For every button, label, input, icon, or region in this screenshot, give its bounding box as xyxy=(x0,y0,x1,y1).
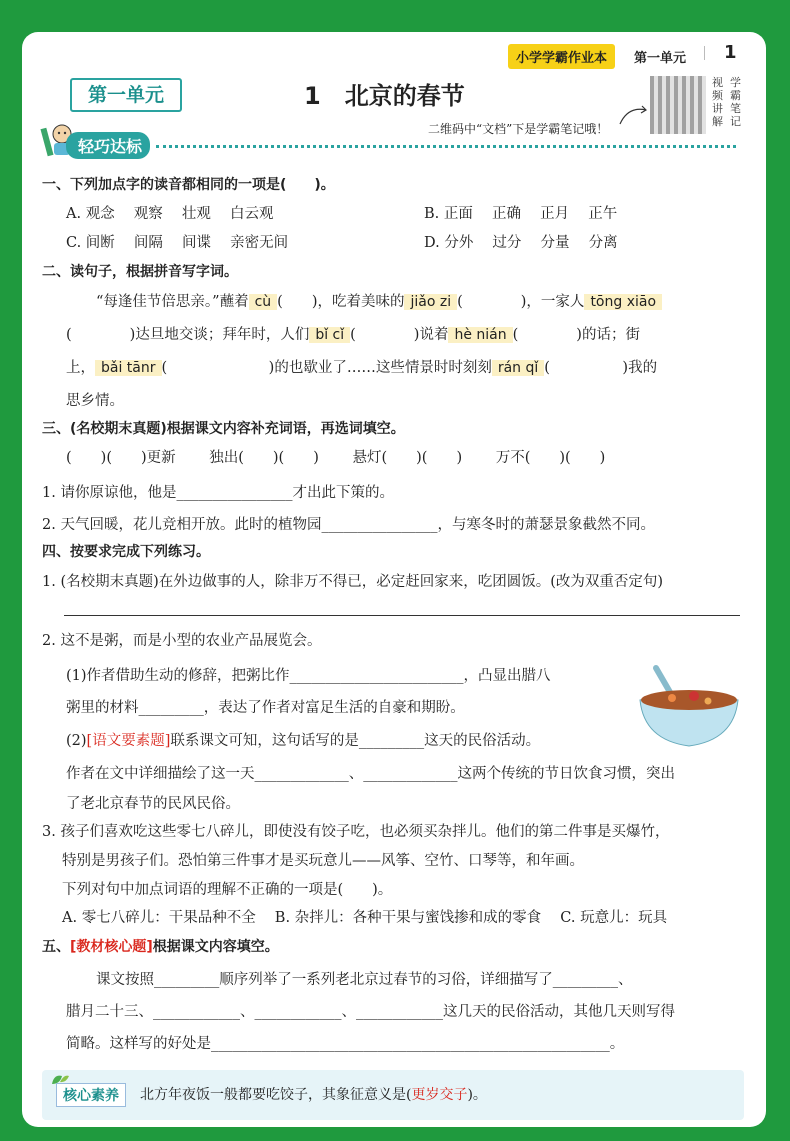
pinyin-tongxiao: tōng xiāo xyxy=(584,294,662,310)
q4-title: 四、按要求完成下列练习。 xyxy=(42,544,210,560)
pinyin-jiaozi: jiǎo zi xyxy=(404,294,457,310)
qr-side-notes: 学 霸 笔 记 xyxy=(730,76,741,128)
core-tag-red: [教材核心题] xyxy=(70,939,153,955)
q4-item-2-2[interactable]: (2)[语文要素题]联系课文可知，这句话写的是_________这天的民俗活动。 xyxy=(66,733,541,749)
q1-option-c[interactable]: C. 间断 间隔 间谍 亲密无间 xyxy=(66,235,289,251)
q4-item-3a: 3. 孩子们喜欢吃这些零七八碎儿，即使没有饺子吃，也必须买杂拌儿。他们的第二件事是买爆竹， xyxy=(42,824,670,840)
header-divider xyxy=(704,46,705,60)
dotted-divider xyxy=(156,145,736,148)
qr-note: 二维码中“文档”下是学霸笔记哦！ xyxy=(428,122,609,136)
q4-item-2-2c[interactable]: 作者在文中详细描绘了这一天_____________、_____________这两个传统的节日饮食习惯，突出 xyxy=(66,766,675,782)
q5-line-2[interactable]: 腊月二十三、____________、____________、____________这几天的民俗活动，其他几天则写得 xyxy=(66,1004,675,1020)
lesson-title: 1 北京的春节 xyxy=(304,82,465,110)
porridge-bowl-icon xyxy=(634,662,744,752)
q5-line-1[interactable]: 课文按照_________顺序列举了一系列老北京过春节的习俗，详细描写了_________、 xyxy=(96,972,633,988)
unit-label: 第一单元 xyxy=(70,78,182,112)
literacy-tag: [语文要素题] xyxy=(86,733,171,749)
core-literacy-tag: 核心素养 xyxy=(56,1083,126,1107)
pinyin-baitanr: bǎi tānr xyxy=(95,360,162,376)
series-badge: 小学学霸作业本 xyxy=(508,44,615,69)
q2-line-1: “每逢佳节倍思亲。”蘸着 cù ( )，吃着美味的 jiǎo zi ( )，一家人 tōng xiāo xyxy=(96,290,662,311)
section-tab: 轻巧达标 xyxy=(66,132,150,159)
pinyin-cu: cù xyxy=(249,294,278,310)
q1-option-a[interactable]: A. 观念 观察 壮观 白云观 xyxy=(66,206,274,222)
pinyin-ranqi: rán qǐ xyxy=(492,360,544,376)
header-unit: 第一单元 xyxy=(634,51,687,66)
core-literacy-box xyxy=(42,1070,744,1120)
q4-item-1: 1. (名校期末真题)在外边做事的人，除非万不得已，必定赶回家来，吃团圆饭。(改为双重否定句) xyxy=(42,574,664,590)
q3-sentence-2[interactable]: 2. 天气回暖，花儿竞相开放。此时的植物园________________，与寒冬时的萧瑟景象截然不同。 xyxy=(42,517,655,533)
q1-title: 一、下列加点字的读音都相同的一项是( )。 xyxy=(42,177,335,193)
q3-title: 三、(名校期末真题)根据课文内容补充词语，再选词填空。 xyxy=(42,421,405,437)
q1-option-b[interactable]: B. 正面 正确 正月 正午 xyxy=(424,206,618,222)
worksheet-page xyxy=(22,32,766,1127)
q4-item-2-2d: 了老北京春节的民风民俗。 xyxy=(66,796,240,812)
q3-sentence-1[interactable]: 1. 请你原谅他，他是________________才出此下策的。 xyxy=(42,485,394,501)
q4-item-3c: 下列对句中加点词语的理解不正确的一项是( )。 xyxy=(62,882,393,898)
q2-title: 二、读句子，根据拼音写字词。 xyxy=(42,264,238,280)
q2-line-4: 思乡情。 xyxy=(66,393,124,409)
answer-line[interactable] xyxy=(64,615,740,616)
core-literacy-text: 北方年夜饭一般都要吃饺子，其象征意义是(更岁交子)。 xyxy=(140,1087,487,1103)
qr-side-video: 视 频 讲 解 xyxy=(712,76,723,128)
q4-item-3b: 特别是男孩子们。恐怕第三件事才是买玩意儿——风筝、空竹、口琴等，和年画。 xyxy=(62,853,584,869)
q5-line-3[interactable]: 简略。这样写的好处是_______________________________________________________。 xyxy=(66,1036,625,1052)
q4-item-2-1b[interactable]: 粥里的材料_________，表达了作者对富足生活的自豪和期盼。 xyxy=(66,700,465,716)
q4-item-2-1a[interactable]: (1)作者借助生动的修辞，把粥比作________________________，凸显出腊八 xyxy=(66,668,551,684)
pinyin-henian: hè nián xyxy=(448,327,512,343)
q5-title: 五、[教材核心题]根据课文内容填空。 xyxy=(42,939,279,955)
curved-arrow-icon xyxy=(618,104,648,128)
q3-words[interactable]: ( )( )更新 独出( )( ) 悬灯( )( ) 万不( )( ) xyxy=(66,450,606,466)
pinyin-bici: bǐ cǐ xyxy=(309,327,350,343)
qr-code-icon[interactable] xyxy=(650,76,706,134)
q4-item-2: 2. 这不是粥，而是小型的农业产品展览会。 xyxy=(42,633,322,649)
page-number: 1 xyxy=(724,42,737,63)
q2-line-2: ( )达旦地交谈；拜年时，人们 bǐ cǐ ( )说着 hè nián ( )的话；街 xyxy=(66,327,640,343)
q1-option-d[interactable]: D. 分外 过分 分量 分离 xyxy=(424,235,618,251)
core-answer: 更岁交子 xyxy=(411,1087,468,1103)
q2-line-3: 上， bǎi tānr ( )的也歇业了……这些情景时时刻刻 rán qǐ ( )我的 xyxy=(66,360,658,376)
q4-item-3-options[interactable]: A. 零七八碎儿：干果品种不全 B. 杂拌儿：各种干果与蜜饯掺和成的零食 C. 玩意儿：玩具 xyxy=(62,910,668,926)
